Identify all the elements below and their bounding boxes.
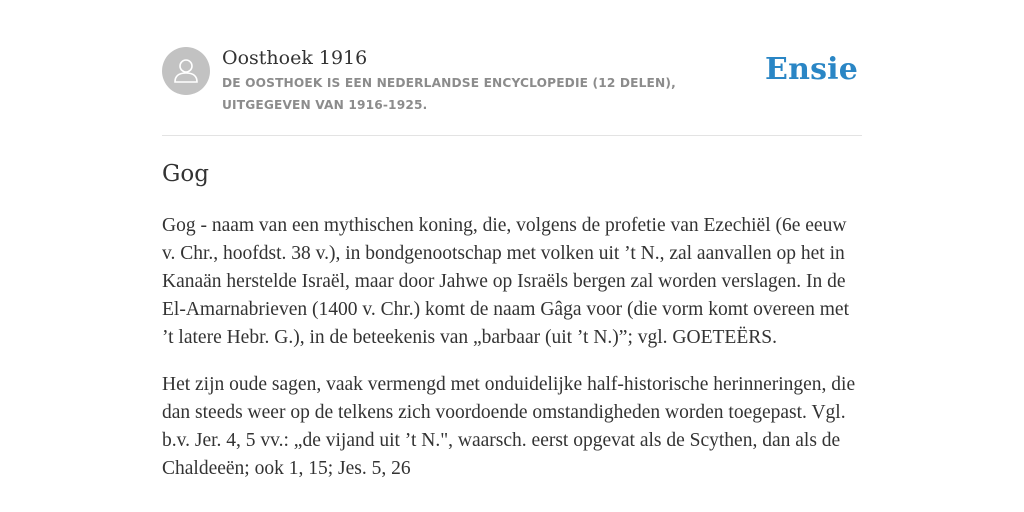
user-avatar-icon[interactable]: [162, 47, 210, 95]
entry-body: [162, 212, 864, 502]
header-divider: [162, 135, 862, 136]
entry-title: Gog: [162, 161, 209, 187]
entry-paragraph: Gog - naam van een mythischen koning, die, volgens de profetie van Ezechiël (6e eeuw v. Chr., hoofdst. 38 v.), in bondgenootschap met volken uit ’t N., zal aanvallen op het in Kanaän herstelde Israël, maar door Jahwe op Israëls bergen zal worden verslagen. In de El-Amarnabrieven (1400 v. Chr.) komt de naam Gâga voor (die vorm komt overeen met ’t latere Hebr. G.), in de beteekenis van „barbaar (uit ’t N.)”; vgl. GOETEËRS.: [162, 215, 849, 348]
source-description: DE OOSTHOEK IS EEN NEDERLANDSE ENCYCLOPEDIE (12 DELEN), UITGEGEVEN VAN 1916-1925.: [222, 76, 676, 112]
source-header: [162, 44, 862, 116]
entry-paragraph: Het zijn oude sagen, vaak vermengd met onduidelijke half-historische herinneringen, die dan steeds weer op de telkens zich voordoende omstandigheden worden toegepast. Vgl. b.v. Jer. 4, 5 vv.: „de vijand uit ’t N.", waarsch. eerst opgevat als de Scythen, dan als de Chaldeeën; ook 1, 15; Jes. 5, 26: [162, 374, 856, 479]
ensie-logo[interactable]: Ensie: [765, 52, 859, 87]
source-title[interactable]: Oosthoek 1916: [222, 47, 368, 69]
